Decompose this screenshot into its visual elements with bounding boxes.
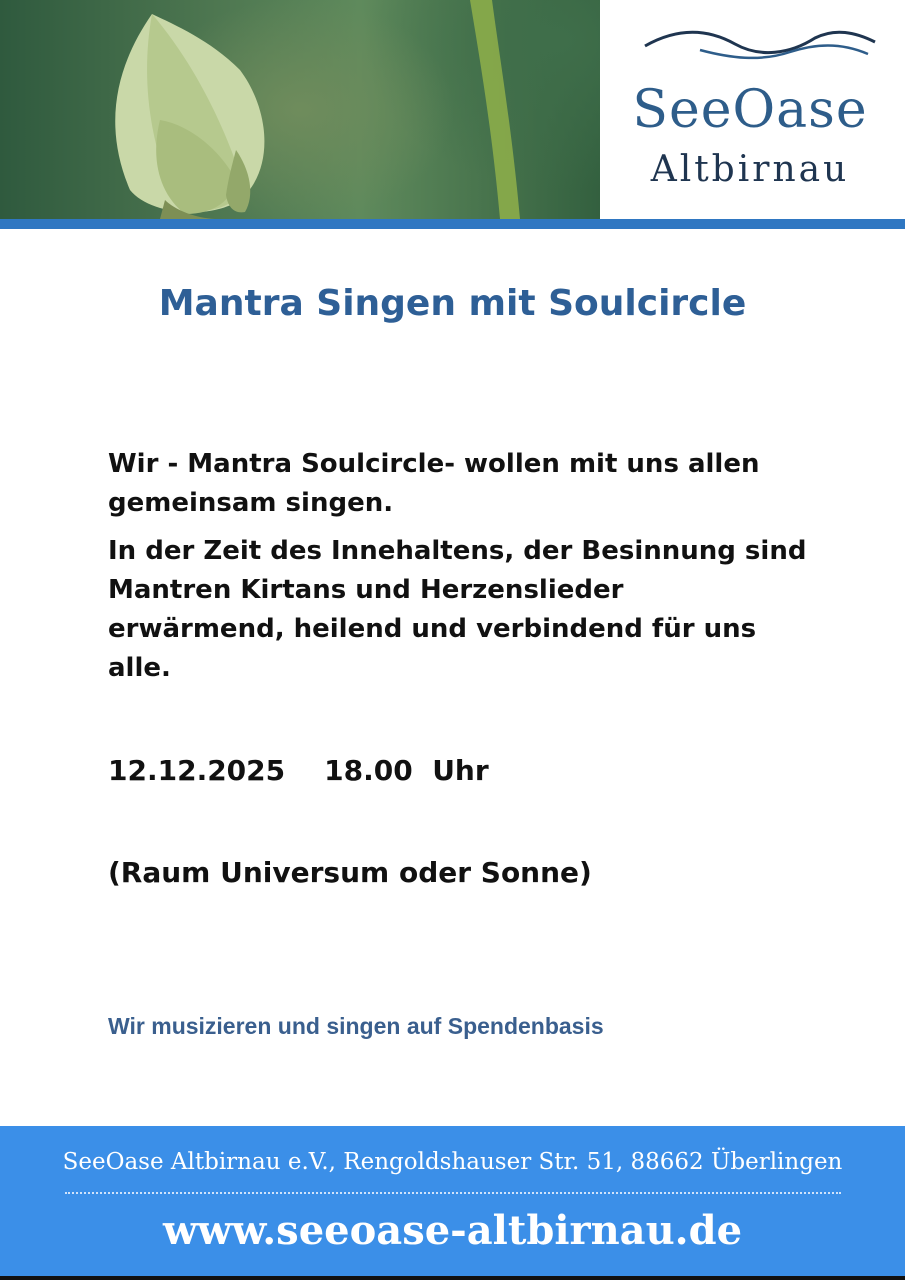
description-paragraph: In der Zeit des Innehaltens, der Besinnung sind Mantren Kirtans und Herzenslieder erwärmend, heilend und verbindend für uns alle.	[108, 536, 807, 683]
donation-note: Wir musizieren und singen auf Spendenbasis	[108, 1013, 604, 1039]
header-divider	[0, 219, 905, 229]
logo-seeoase-text: SeeOase	[632, 80, 868, 140]
logo-altbirnau-text: Altbirnau	[650, 149, 850, 190]
page-title: Mantra Singen mit Soulcircle	[158, 283, 747, 324]
lotus-bud-photo	[0, 0, 600, 219]
waves-logo-icon	[640, 28, 880, 68]
seeoase-logo	[600, 0, 905, 219]
bottom-edge	[0, 1276, 905, 1280]
event-room: (Raum Universum oder Sonne)	[108, 856, 592, 889]
header	[0, 0, 905, 219]
footer-dotted-divider	[65, 1192, 841, 1194]
event-date-time: 12.12.2025 18.00 Uhr	[108, 754, 489, 787]
footer-address: SeeOase Altbirnau e.V., Rengoldshauser Str. 51, 88662 Überlingen	[62, 1149, 843, 1175]
footer	[0, 1126, 905, 1276]
intro-paragraph: Wir - Mantra Soulcircle- wollen mit uns allen gemeinsam singen.	[108, 449, 760, 518]
footer-website-link[interactable]: www.seeoase-altbirnau.de	[162, 1207, 743, 1254]
